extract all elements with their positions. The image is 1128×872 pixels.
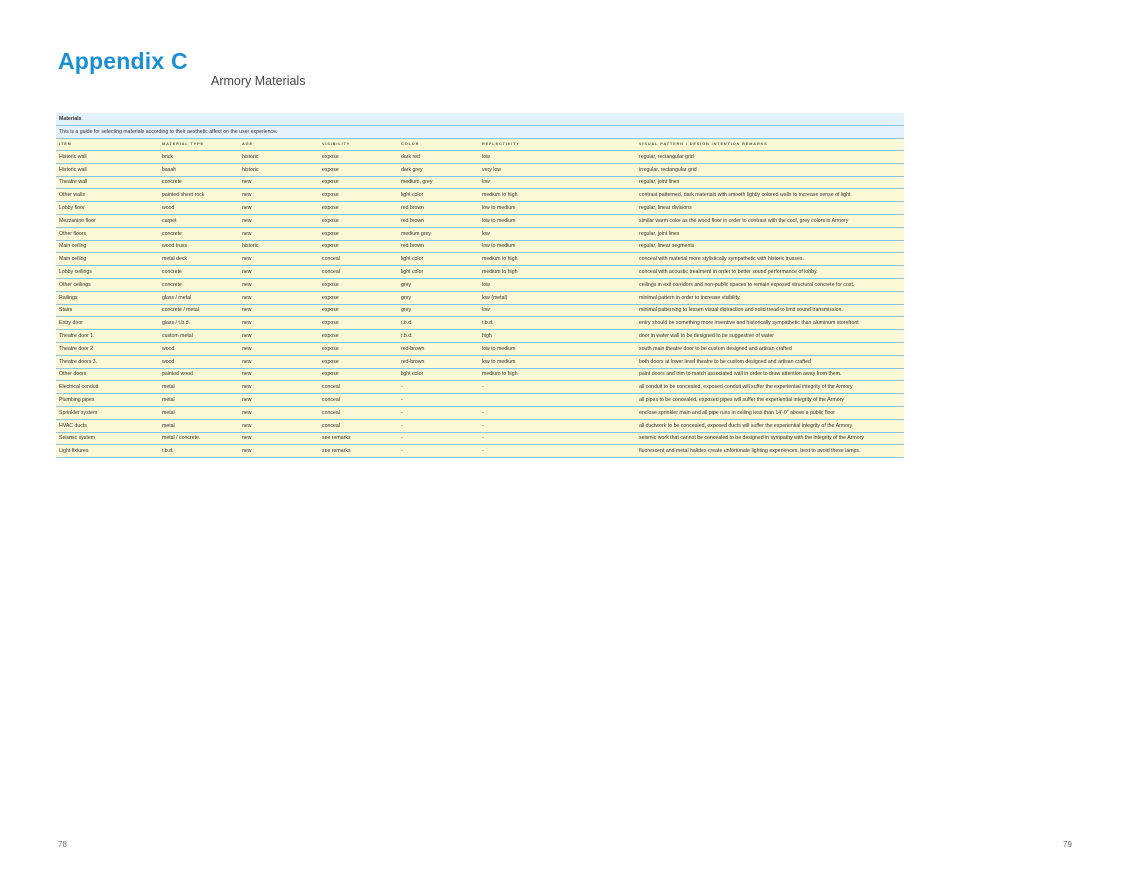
cell-material-type: concrete / metal — [162, 307, 199, 314]
cell-color: grey — [401, 307, 412, 314]
cell-reflectivity: low — [482, 179, 490, 186]
cell-material-type: concrete — [162, 230, 182, 237]
materials-table — [56, 113, 904, 458]
cell-reflectivity: low — [482, 153, 490, 160]
cell-material-type: metal — [162, 397, 175, 404]
cell-color: - — [401, 422, 403, 429]
table-row — [56, 305, 904, 318]
cell-item: HVAC ducts — [59, 422, 87, 429]
cell-remarks: contrast patterned, dark materials with smooth lightly colored walls to increase sense of light — [639, 192, 851, 199]
table-row — [56, 381, 904, 394]
cell-remarks: enclose sprinkler main and all pipe runs in ceiling less than 14'-0" above a public floor — [639, 409, 836, 416]
cell-item: Main ceiling — [59, 243, 87, 250]
cell-age: historic — [242, 153, 259, 160]
cell-remarks: similar warm color as the wood floor in order to contrast with the cool, grey colors in Armory — [639, 217, 849, 224]
cell-age: new — [242, 294, 252, 301]
cell-color: t.b.d. — [401, 333, 413, 340]
cell-age: historic — [242, 166, 259, 173]
cell-color: - — [401, 397, 403, 404]
cell-item: Other ceilings — [59, 281, 91, 288]
cell-reflectivity: low — [482, 230, 490, 237]
cell-remarks: regular, linear divisions — [639, 205, 692, 212]
cell-visibility: expose — [322, 307, 339, 314]
cell-remarks: regular, rectangular grid — [639, 153, 694, 160]
cell-visibility: expose — [322, 371, 339, 378]
cell-visibility: expose — [322, 192, 339, 199]
cell-item: Other doors — [59, 371, 87, 378]
cell-item: Historic wall — [59, 166, 87, 173]
cell-age: new — [242, 435, 252, 442]
cell-age: new — [242, 217, 252, 224]
cell-reflectivity: t.b.d. — [482, 320, 494, 327]
cell-material-type: t.b.d. — [162, 448, 174, 455]
cell-material-type: wood — [162, 345, 175, 352]
cell-remarks: all ductwork to be concealed, exposed ducts will suffer the experiential integrity of the Armory — [639, 422, 853, 429]
cell-reflectivity: medium to high — [482, 256, 518, 263]
table-row — [56, 420, 904, 433]
cell-age: new — [242, 307, 252, 314]
cell-remarks: irregular, rectangular grid — [639, 166, 697, 173]
cell-color: - — [401, 384, 403, 391]
cell-material-type: wood truss — [162, 243, 188, 250]
cell-color: - — [401, 409, 403, 416]
cell-color: medium, grey — [401, 179, 433, 186]
cell-visibility: conceal — [322, 397, 340, 404]
cell-reflectivity: very low — [482, 166, 502, 173]
cell-item: Light fixtures — [59, 448, 89, 455]
cell-color: light color — [401, 256, 424, 263]
table-row — [56, 202, 904, 215]
cell-material-type: painted sheet rock — [162, 192, 205, 199]
cell-remarks: south main theatre door to be custom designed and artisan crafted — [639, 345, 792, 352]
cell-reflectivity: low — [482, 307, 490, 314]
table-row — [56, 164, 904, 177]
cell-material-type: painted wood — [162, 371, 193, 378]
table-row — [56, 407, 904, 420]
cell-remarks: ceilings in exit corridors and non-public spaces to remain exposed structural concrete for cost. — [639, 281, 855, 288]
cell-remarks: entry should be something more inventive and historically sympathetic than aluminum storefront — [639, 320, 859, 327]
cell-color: - — [401, 435, 403, 442]
cell-material-type: carpet — [162, 217, 177, 224]
cell-visibility: expose — [322, 243, 339, 250]
cell-remarks: regular, joint lines — [639, 230, 680, 237]
page-title: Appendix C — [58, 48, 188, 74]
cell-reflectivity: medium to high — [482, 371, 518, 378]
cell-color: red brown — [401, 205, 425, 212]
cell-color: red brown — [401, 243, 425, 250]
cell-age: new — [242, 333, 252, 340]
cell-item: Other floors — [59, 230, 87, 237]
column-header-row — [56, 139, 904, 151]
cell-visibility: expose — [322, 345, 339, 352]
cell-remarks: minimal pattern in order to increase visibility. — [639, 294, 741, 301]
cell-material-type: metal — [162, 422, 175, 429]
cell-age: historic — [242, 243, 259, 250]
cell-color: light color — [401, 371, 424, 378]
cell-material-type: wood — [162, 358, 175, 365]
cell-remarks: conceal with acoustic treatment in order to better sound performance of lobby. — [639, 269, 818, 276]
cell-color: red brown — [401, 217, 425, 224]
cell-age: new — [242, 179, 252, 186]
cell-visibility: expose — [322, 333, 339, 340]
table-row — [56, 228, 904, 241]
table-row — [56, 445, 904, 458]
cell-visibility: expose — [322, 205, 339, 212]
cell-material-type: custom metal — [162, 333, 193, 340]
cell-color: red-brown — [401, 358, 425, 365]
cell-color: - — [401, 448, 403, 455]
cell-remarks: both doors at lower level theatre to be custom designed and artisan crafted — [639, 358, 811, 365]
cell-color: grey — [401, 281, 412, 288]
table-row — [56, 356, 904, 369]
cell-color: dark red — [401, 153, 421, 160]
cell-remarks: regular, linear segments — [639, 243, 695, 250]
cell-item: Theatre doors 3. — [59, 358, 98, 365]
cell-reflectivity: - — [482, 422, 484, 429]
cell-item: Railings — [59, 294, 78, 301]
table-row — [56, 189, 904, 202]
cell-visibility: expose — [322, 294, 339, 301]
cell-age: new — [242, 345, 252, 352]
table-description-row — [56, 126, 904, 139]
table-row — [56, 241, 904, 254]
table-row — [56, 394, 904, 407]
cell-visibility: conceal — [322, 409, 340, 416]
cell-remarks: paint doors and trim to match associated wall in order to draw attention away from them. — [639, 371, 842, 378]
cell-item: Other walls — [59, 192, 85, 199]
cell-item: Lobby ceilings — [59, 269, 92, 276]
cell-age: new — [242, 230, 252, 237]
cell-material-type: concrete — [162, 179, 182, 186]
cell-reflectivity: - — [482, 448, 484, 455]
table-row — [56, 266, 904, 279]
cell-material-type: concrete — [162, 269, 182, 276]
cell-age: new — [242, 320, 252, 327]
table-row — [56, 330, 904, 343]
table-description: This is a guide for selecting materials according to their aesthetic affect on the user experience. — [59, 128, 278, 135]
cell-item: Seismic system — [59, 435, 96, 442]
cell-age: new — [242, 256, 252, 263]
cell-material-type: wood — [162, 205, 175, 212]
cell-reflectivity: low to medium — [482, 358, 516, 365]
cell-age: new — [242, 448, 252, 455]
col-header-item: ITEM — [59, 142, 72, 147]
page-number-right: 79 — [1063, 840, 1072, 849]
cell-visibility: see remarks — [322, 435, 351, 442]
cell-color: t.b.d. — [401, 320, 413, 327]
cell-item: Electrical conduit — [59, 384, 99, 391]
table-row — [56, 151, 904, 164]
cell-visibility: expose — [322, 281, 339, 288]
cell-age: new — [242, 281, 252, 288]
cell-material-type: brick — [162, 153, 173, 160]
cell-item: Main ceiling — [59, 256, 87, 263]
cell-visibility: expose — [322, 230, 339, 237]
cell-age: new — [242, 371, 252, 378]
cell-material-type: metal — [162, 384, 175, 391]
cell-color: red-brown — [401, 345, 425, 352]
cell-color: medium grey — [401, 230, 431, 237]
cell-reflectivity: - — [482, 384, 484, 391]
cell-visibility: expose — [322, 153, 339, 160]
cell-visibility: conceal — [322, 422, 340, 429]
cell-age: new — [242, 384, 252, 391]
cell-reflectivity: low to medium — [482, 205, 516, 212]
cell-visibility: expose — [322, 320, 339, 327]
cell-remarks: all conduit to be concealed, exposed conduit will suffer the experiential integrity of the Armory — [639, 384, 853, 391]
cell-visibility: conceal — [322, 256, 340, 263]
cell-remarks: regular, joint lines — [639, 179, 680, 186]
col-header-age: AGE — [242, 142, 253, 147]
table-row — [56, 317, 904, 330]
cell-age: new — [242, 205, 252, 212]
cell-item: Theatre door 1. — [59, 333, 95, 340]
cell-age: new — [242, 397, 252, 404]
cell-visibility: expose — [322, 179, 339, 186]
cell-reflectivity: low (metal) — [482, 294, 508, 301]
col-header-reflectivity: REFLECTIVITY — [482, 142, 520, 147]
col-header-remarks: VISUAL PATTERN / DESIGN INTENTION REMARKS — [639, 142, 768, 147]
cell-remarks: minimal patterning to lessen visual distraction and solid tread to limit sound transmission. — [639, 307, 843, 314]
cell-reflectivity: low — [482, 281, 490, 288]
cell-color: light color — [401, 192, 424, 199]
table-row — [56, 215, 904, 228]
cell-material-type: concrete — [162, 281, 182, 288]
cell-reflectivity: - — [482, 435, 484, 442]
cell-visibility: expose — [322, 358, 339, 365]
table-row — [56, 433, 904, 446]
cell-visibility: expose — [322, 217, 339, 224]
cell-item: Historic wall — [59, 153, 87, 160]
cell-age: new — [242, 409, 252, 416]
table-row — [56, 177, 904, 190]
cell-color: dark grey — [401, 166, 423, 173]
cell-remarks: seismic work that cannot be concealed to be designed in sympathy with the integrity of the Armory — [639, 435, 864, 442]
cell-remarks: door in water wall to be designed to be suggestive of water — [639, 333, 774, 340]
cell-item: Sprinkler system — [59, 409, 98, 416]
cell-material-type: glass / metal — [162, 294, 192, 301]
cell-visibility: conceal — [322, 269, 340, 276]
cell-item: Plumbing pipes — [59, 397, 95, 404]
table-row — [56, 369, 904, 382]
cell-visibility: conceal — [322, 384, 340, 391]
cell-item: Theatre door 2 — [59, 345, 94, 352]
cell-remarks: conceal with material more stylistically sympathetic with historic trusses. — [639, 256, 804, 263]
table-row — [56, 279, 904, 292]
cell-item: Entry door — [59, 320, 83, 327]
cell-material-type: metal — [162, 409, 175, 416]
cell-item: Stairs — [59, 307, 73, 314]
page-number-left: 78 — [58, 840, 67, 849]
table-heading-row — [56, 113, 904, 126]
cell-visibility: expose — [322, 166, 339, 173]
table-row — [56, 292, 904, 305]
cell-reflectivity: high — [482, 333, 492, 340]
table-row — [56, 253, 904, 266]
cell-reflectivity: medium to high — [482, 192, 518, 199]
cell-reflectivity: low to medium — [482, 217, 516, 224]
cell-age: new — [242, 192, 252, 199]
table-heading: Materials — [59, 115, 82, 122]
cell-visibility: see remarks — [322, 448, 351, 455]
table-body — [56, 151, 904, 458]
cell-material-type: metal deck — [162, 256, 188, 263]
cell-color: grey — [401, 294, 412, 301]
cell-color: light color — [401, 269, 424, 276]
cell-remarks: fluorescent and metal halides create unfortunate lighting experiences, best to avoid these lamps. — [639, 448, 861, 455]
cell-remarks: all pipes to be concealed, exposed pipes will suffer the experiential integrity of the Armory — [639, 397, 844, 404]
cell-item: Lobby floor — [59, 205, 85, 212]
col-header-material-type: MATERIAL TYPE — [162, 142, 204, 147]
cell-material-type: glass / t.b.d. — [162, 320, 190, 327]
cell-age: new — [242, 358, 252, 365]
col-header-visibility: VISIBILITY — [322, 142, 351, 147]
cell-age: new — [242, 269, 252, 276]
cell-reflectivity: - — [482, 409, 484, 416]
table-row — [56, 343, 904, 356]
cell-material-type: basalt — [162, 166, 176, 173]
cell-age: new — [242, 422, 252, 429]
cell-reflectivity: low to medium — [482, 345, 516, 352]
cell-material-type: metal / concrete. — [162, 435, 201, 442]
cell-item: Mezzanine floor — [59, 217, 96, 224]
cell-reflectivity: low to medium — [482, 243, 516, 250]
cell-item: Theatre wall — [59, 179, 88, 186]
cell-reflectivity: medium to high — [482, 269, 518, 276]
col-header-color: COLOR — [401, 142, 420, 147]
page-subtitle: Armory Materials — [211, 74, 306, 88]
